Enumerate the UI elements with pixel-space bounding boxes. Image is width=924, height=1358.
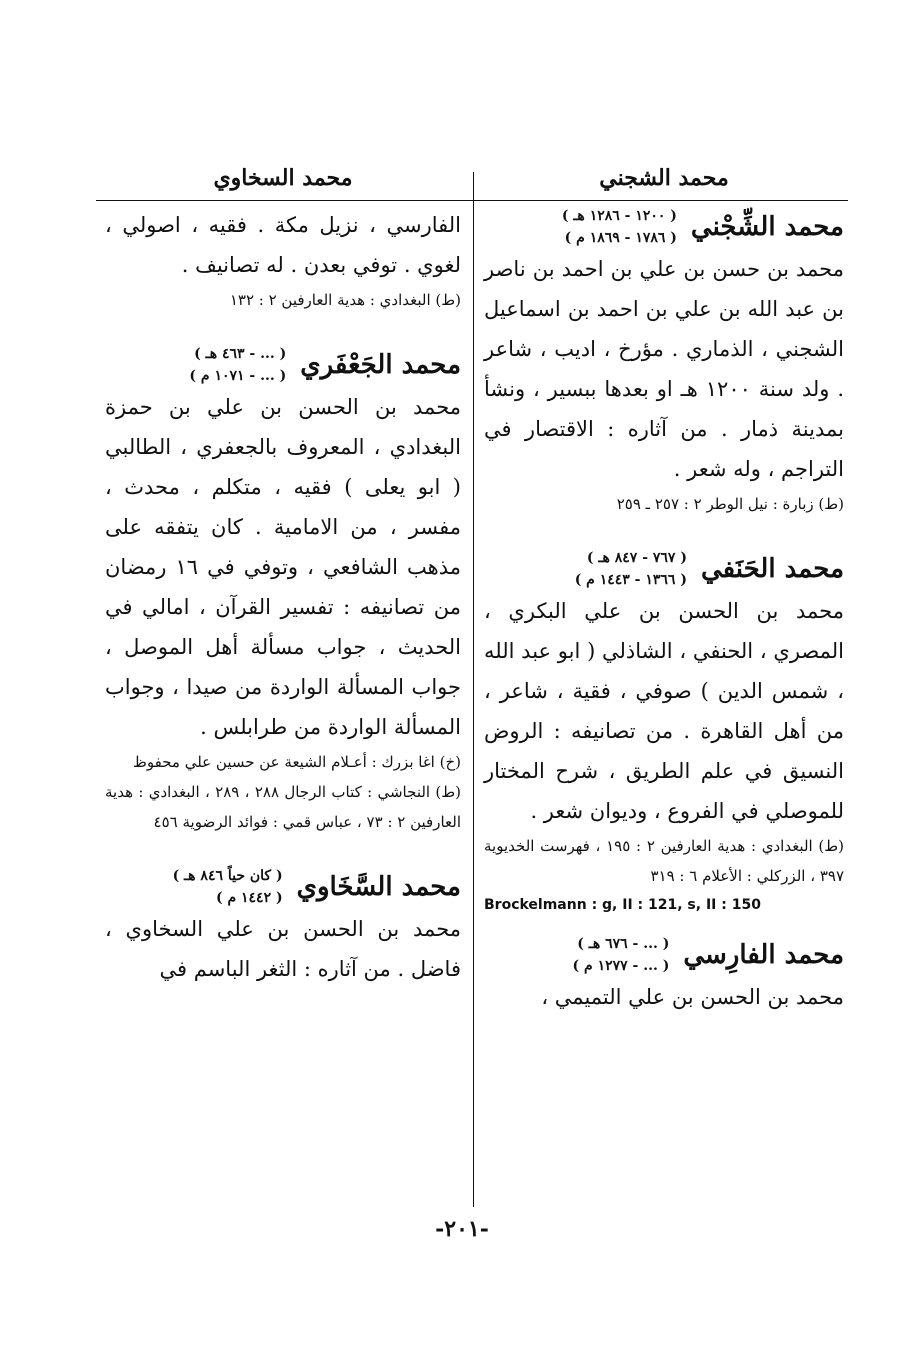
- entry-body: محمد بن الحسن بن علي التميمي ،: [541, 985, 844, 1009]
- entry-name: محمد الفارِسي: [683, 940, 844, 970]
- entry-dates: [562, 205, 677, 249]
- page-number: -٢٠١-: [435, 1216, 489, 1242]
- entry-body: محمد بن الحسن بن علي البكري ، المصري ، الحنفي ، الشاذلي ( ابو عبد الله ، شمس الدين ) صوفي ، فقية ، شاعر ، من أهل القاهرة . من تصانيفه : الروض النسيق في علم الطريق ، شرح المختار للموصلي في الفروع ، وديوان شعر .: [484, 599, 844, 823]
- hijri-dates: ( ١٢٠٠ - ١٢٨٦ هـ ): [561, 208, 677, 224]
- running-header-right: محمد الشجني: [599, 165, 729, 191]
- entry-body: محمد بن حسن بن علي بن احمد بن ناصر بن عبد الله بن علي بن احمد بن اسماعيل الشجني ، الذماري . مؤرخ ، اديب ، شاعر . ولد سنة ١٢٠٠ هـ او بعدها ببسير ، ونشأ بمدينة ذمار . من آثاره : الاقتصار في التراجم ، وله شعر .: [484, 257, 844, 481]
- entry-reference: (خ) اغا بزرك : أعـلام الشيعة عن حسين علي محفوظ: [133, 753, 461, 771]
- continued-body: الفارسي ، نزيل مكة . فقيه ، اصولي ، لغوي . توفي بعدن . له تصانيف .: [105, 213, 461, 277]
- latin-reference: Brockelmann : g, II : 121, s, II : 150: [484, 897, 761, 913]
- hijri-dates: ( ... - ٦٧٦ هـ ): [577, 936, 670, 952]
- entry-body: محمد بن الحسن بن علي بن حمزة البغدادي ، المعروف بالجعفري ، الطالبي ( ابو يعلى ) فقيه ، متكلم ، محدث ، مفسر ، من الامامية . كان يتفقه على مذهب الشافعي ، وتوفي في ١٦ رمضان من تصانيفه : تفسير القرآن ، امالي في الحديث ، جواب مسألة أهل الموصل ، جواب المسألة الواردة من صيدا ، وجواب المسألة الواردة من طرابلس .: [105, 395, 461, 739]
- entry-dates: [575, 547, 687, 591]
- entry-body: محمد بن الحسن بن علي السخاوي ، فاضل . من آثاره : الثغر الباسم في: [105, 917, 461, 981]
- entry-heading: [105, 343, 461, 387]
- hijri-dates: ( ... - ٤٦٣ هـ ): [194, 346, 287, 362]
- gregorian-dates: ( ١٤٤٢ م ): [215, 890, 283, 906]
- entry-reference: (ط) النجاشي : كتاب الرجال ٢٨٨ ، ٢٨٩ ، البغدادي : هدية العارفين ٢ : ٧٣ ، عباس قمي : فوائد الرضوية ٤٥٦: [105, 783, 461, 831]
- entry-reference: (ط) زبارة : نيل الوطر ٢ : ٢٥٧ ـ ٢٥٩: [616, 495, 844, 513]
- hijri-dates: ( ٧٦٧ - ٨٤٧ هـ ): [586, 550, 687, 566]
- entry-name: محمد السَّخَاوي: [296, 872, 461, 902]
- entry-dates: [173, 865, 283, 909]
- column-divider: [473, 172, 474, 1207]
- entry-name: محمد الشِّجْني: [690, 212, 844, 242]
- entry-heading: [484, 547, 844, 591]
- entry-reference: (ط) البغدادي : هدية العارفين ٢ : ١٩٥ ، فهرست الخديوية ٣٩٧ ، الزركلي : الأعلام ٦ : ٣١٩: [484, 837, 844, 885]
- entry-dates: [189, 343, 286, 387]
- entry-name: محمد الحَنَفي: [700, 554, 844, 584]
- entry-heading: [105, 865, 461, 909]
- header-rule: [96, 200, 848, 201]
- left-column: [105, 205, 461, 989]
- hijri-dates: ( كان حياً ٨٤٦ هـ ): [172, 868, 283, 884]
- gregorian-dates: ( ... - ١٢٧٧ م ): [572, 958, 670, 974]
- entry-heading: [484, 205, 844, 249]
- entry-name: محمد الجَعْفَري: [300, 350, 461, 380]
- entry-dates: [573, 933, 670, 977]
- running-header-left: محمد السخاوي: [213, 165, 353, 191]
- gregorian-dates: ( ... - ١٠٧١ م ): [189, 368, 287, 384]
- gregorian-dates: ( ١٧٨٦ - ١٨٦٩ م ): [564, 230, 677, 246]
- gregorian-dates: ( ١٣٦٦ - ١٤٤٣ م ): [574, 572, 687, 588]
- entry-reference: (ط) البغدادي : هدية العارفين ٢ : ١٣٢: [229, 291, 461, 309]
- right-column: [484, 205, 844, 1017]
- entry-heading: [484, 933, 844, 977]
